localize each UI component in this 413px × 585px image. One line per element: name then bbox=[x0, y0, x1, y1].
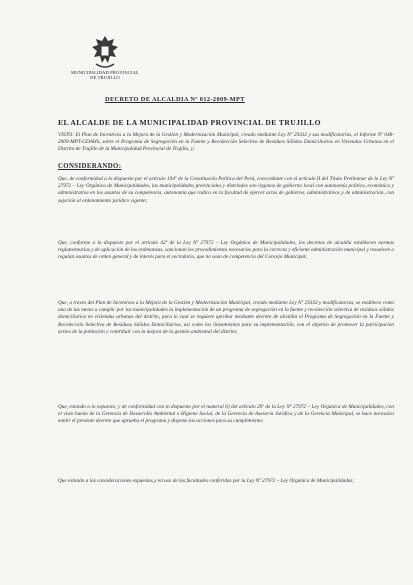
municipal-crest-icon bbox=[88, 34, 122, 70]
paragraph-2: Que, conforme a lo dispuesto por el artículo 42º de la Ley Nº 27972 – Ley Orgánica de Municipalidades, los decretos de alcaldía establecen normas reglamentarias y de aplicación de las ordenanzas, sancionan los procedimientos necesarios para la correcta y eficiente administración municipal y resuelven o regulan asuntos de orden general y de interés para el vecindario, que no sean de competencia del Concejo Municipal; bbox=[58, 240, 394, 261]
org-line-2: DE TRUJILLO bbox=[90, 75, 120, 81]
resolution-number: DECRETO DE ALCALDIA Nº 012-2009-MPT bbox=[105, 96, 245, 103]
organization-name bbox=[62, 70, 148, 81]
considerando-label: CONSIDERANDO: bbox=[58, 163, 122, 170]
paragraph-1: Que, de conformidad a lo dispuesto por el artículo 194º de la Constitución Política del Perú, concordante con el artículo II del Título Preliminar de la Ley Nº 27972 – Ley Orgánica de Municipalidades, las municipalidades provinciales y distritales son órganos de gobierno local con autonomía política, económica y administrativa en los asuntos de su competencia, autonomía que radica en la facultad de ejercer actos de gobierno, administrativos y de administración, con sujeción al ordenamiento jurídico vigente; bbox=[58, 176, 394, 204]
paragraph-4: Que, estando a lo expuesto, y de conformidad con lo dispuesto por el numeral 6) del artículo 20º de la Ley Nº 27972 – Ley Orgánica de Municipalidades, con el visto bueno de la Gerencia de Desarrollo Ambiental e Higiene Social, de la Gerencia de Asesoría Jurídica y de la Gerencia Municipal, se hace necesario emitir el presente decreto que aprueba el programa y dispone las acciones para su cumplimiento; bbox=[58, 404, 394, 425]
intro-paragraph: VISTO: El Plan de Incentivos a la Mejora de la Gestión y Modernización Municipal, creado mediante Ley Nº 29332 y sus modificatorias, el Informe Nº 048-2009-MPT-GDAHS, sobre el Programa de Segregación en la Fuente y Recolección Selectiva de Residuos Sólidos Domiciliarios en Viviendas Urbanas en el Distrito de Trujillo de la Municipalidad Provincial de Trujillo, y; bbox=[58, 132, 394, 153]
document-heading: EL ALCALDE DE LA MUNICIPALIDAD PROVINCIAL DE TRUJILLO bbox=[58, 118, 321, 127]
paragraph-5: Que estando a las consideraciones expuestas y en uso de las facultades conferidas por la Ley Nº 27972 – Ley Orgánica de Municipalidades; bbox=[58, 478, 354, 484]
paragraph-3: Que, a través del Plan de Incentivos a la Mejora de la Gestión y Modernización Municipal, creado mediante Ley Nº 29332 y modificatorias, se establece como una de las metas a cumplir por las municipalidades la implementación de un programa de segregación en la fuente y recolección selectiva de residuos sólidos domiciliarios en viviendas urbanas del distrito, para lo cual se requiere aprobar mediante decreto de alcaldía el Programa de Segregación en la Fuente y Recolección Selectiva de Residuos Sólidos Domiciliarios, así como los lineamientos para su implementación, con el objetivo de promover la participación activa de la población y contribuir con la mejora de la gestión ambiental del distrito; bbox=[58, 300, 394, 335]
org-line-1: MUNICIPALIDAD PROVINCIAL bbox=[71, 70, 139, 75]
